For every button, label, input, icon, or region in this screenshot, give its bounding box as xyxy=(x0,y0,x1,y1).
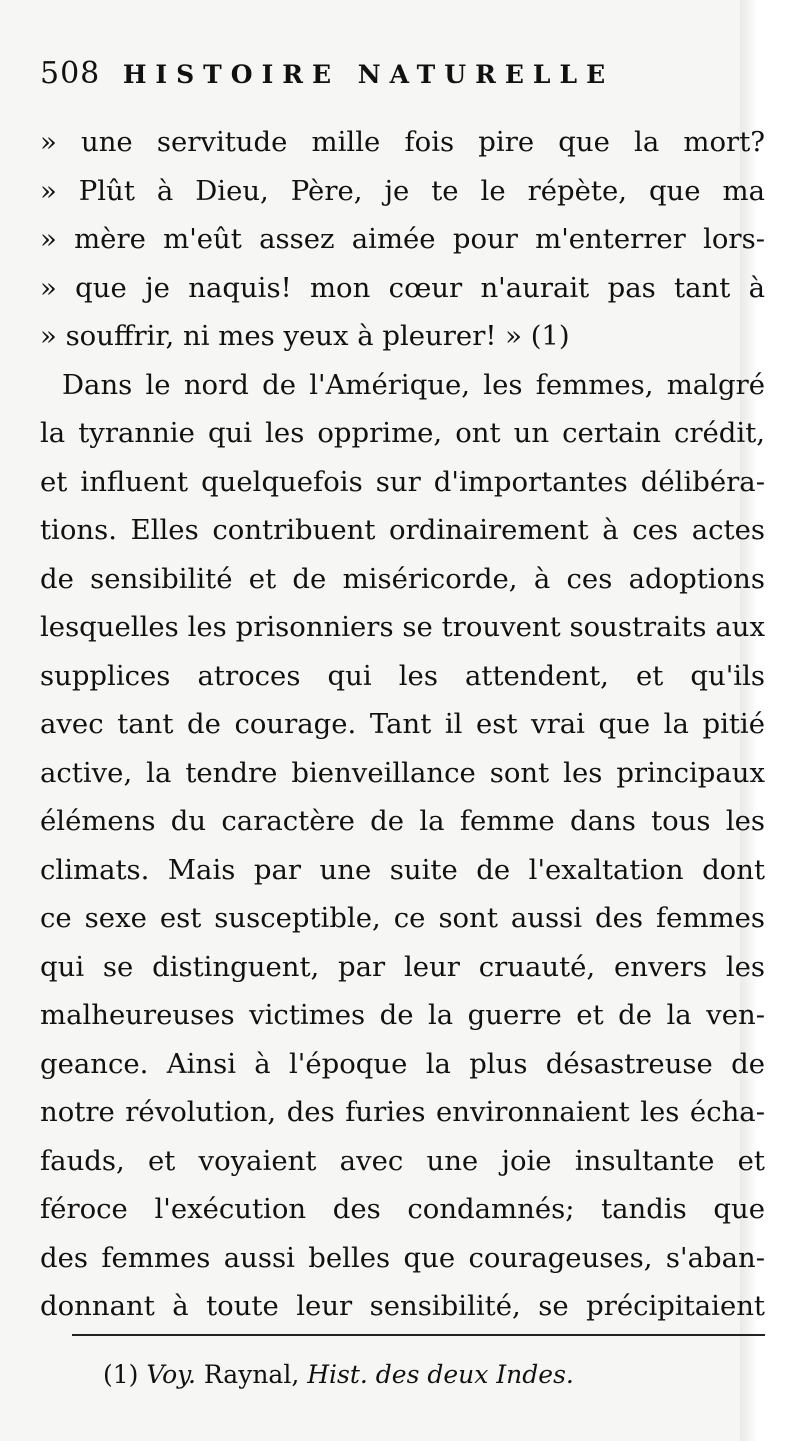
text-line: » Plût à Dieu, Père, je te le répète, que ma xyxy=(40,174,765,207)
text-line: fauds, et voyaient avec une joie insultante et xyxy=(40,1144,765,1177)
text-line: » une servitude mille fois pire que la mort? xyxy=(40,126,765,158)
text-line: avec tant de courage. Tant il est vrai que la pitié xyxy=(40,708,765,740)
footnote-title: Hist. des deux Indes. xyxy=(307,1360,574,1389)
text-line: élémens du caractère de la femme dans tous les xyxy=(40,805,765,837)
text-line: féroce l'exécution des condamnés; tandis que xyxy=(40,1193,765,1225)
text-line: des femmes aussi belles que courageuses, s'aban- xyxy=(40,1241,765,1274)
page-header xyxy=(40,56,614,91)
text-line: Dans le nord de l'Amérique, les femmes, malgré xyxy=(62,368,765,401)
text-line: de sensibilité et de miséricorde, à ces adoptions xyxy=(40,562,765,595)
footnote-voy: Voy. xyxy=(146,1360,196,1389)
text-line: climats. Mais par une suite de l'exaltation dont xyxy=(40,853,765,886)
text-line: la tyrannie qui les opprime, ont un certain crédit, xyxy=(40,417,765,449)
text-line: supplices atroces qui les attendent, et qu'ils xyxy=(40,659,765,692)
text-line: tions. Elles contribuent ordinairement à ces actes xyxy=(40,514,765,546)
footnote-author: Raynal, xyxy=(203,1360,300,1389)
footnote xyxy=(103,1360,574,1389)
text-line: » souffrir, ni mes yeux à pleurer! » (1) xyxy=(40,320,570,352)
text-line: active, la tendre bienveillance sont les principaux xyxy=(40,756,765,789)
footnote-rule xyxy=(72,1334,765,1336)
body-text xyxy=(40,118,765,1331)
text-line: et influent quelquefois sur d'importantes délibéra- xyxy=(40,465,765,498)
text-line: notre révolution, des furies environnaient les écha- xyxy=(40,1096,765,1128)
text-line: » mère m'eût assez aimée pour m'enterrer lors- xyxy=(40,223,765,255)
text-line: » que je naquis! mon cœur n'aurait pas tant à xyxy=(40,271,765,304)
footnote-marker: (1) xyxy=(103,1360,139,1389)
page-number: 508 xyxy=(40,56,101,91)
text-line: malheureuses victimes de la guerre et de la ven- xyxy=(40,999,765,1031)
text-line: donnant à toute leur sensibilité, se précipitaient xyxy=(40,1290,765,1322)
text-line: lesquelles les prisonniers se trouvent soustraits aux xyxy=(40,611,765,643)
text-line: ce sexe est susceptible, ce sont aussi des femmes xyxy=(40,902,765,934)
text-line: qui se distinguent, par leur cruauté, envers les xyxy=(40,950,765,983)
running-title: HISTOIRE NATURELLE xyxy=(122,60,615,89)
text-line: geance. Ainsi à l'époque la plus désastreuse de xyxy=(40,1047,765,1080)
